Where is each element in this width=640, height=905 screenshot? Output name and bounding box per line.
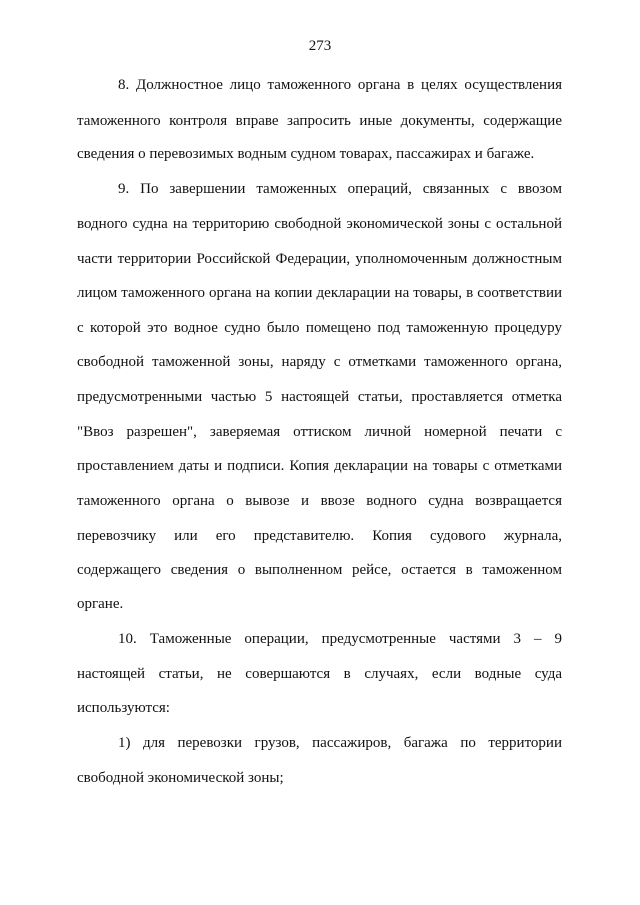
text-line: 1) для перевозки грузов, пассажиров, багажа по территории	[118, 735, 562, 751]
text-line: сведения о перевозимых водным судном товарах, пассажирах и багаже.	[77, 146, 535, 162]
text-line: проставлением даты и подписи. Копия декларации на товары с отметками	[77, 458, 562, 474]
text-line: содержащего сведения о выполненном рейсе, остается в таможенном	[77, 562, 562, 578]
text-line: 9. По завершении таможенных операций, связанных с ввозом	[118, 181, 562, 197]
text-line: "Ввоз разрешен", заверяемая оттиском личной номерной печати с	[77, 424, 562, 440]
text-line: таможенного контроля вправе запросить иные документы, содержащие	[77, 113, 562, 129]
text-line: 8. Должностное лицо таможенного органа в целях осуществления	[118, 77, 562, 93]
text-line: лицом таможенного органа на копии декларации на товары, в соответствии	[77, 285, 562, 301]
text-line: перевозчику или его представителю. Копия судового журнала,	[77, 528, 562, 544]
text-line: части территории Российской Федерации, уполномоченным должностным	[77, 251, 562, 267]
text-line: таможенного органа о вывозе и ввозе водного судна возвращается	[77, 493, 562, 509]
text-line: свободной таможенной зоны, наряду с отметками таможенного органа,	[77, 354, 562, 370]
text-line: свободной экономической зоны;	[77, 770, 284, 786]
text-line: 10. Таможенные операции, предусмотренные частями 3 – 9	[118, 631, 562, 647]
page-number: 273	[308, 38, 332, 54]
text-line: органе.	[77, 596, 124, 612]
text-line: с которой это водное судно было помещено под таможенную процедуру	[77, 320, 562, 336]
text-line: водного судна на территорию свободной экономической зоны с остальной	[77, 216, 562, 232]
text-line: предусмотренными частью 5 настоящей статьи, проставляется отметка	[77, 389, 562, 405]
text-line: используются:	[77, 700, 170, 716]
text-line: настоящей статьи, не совершаются в случаях, если водные суда	[77, 666, 562, 682]
